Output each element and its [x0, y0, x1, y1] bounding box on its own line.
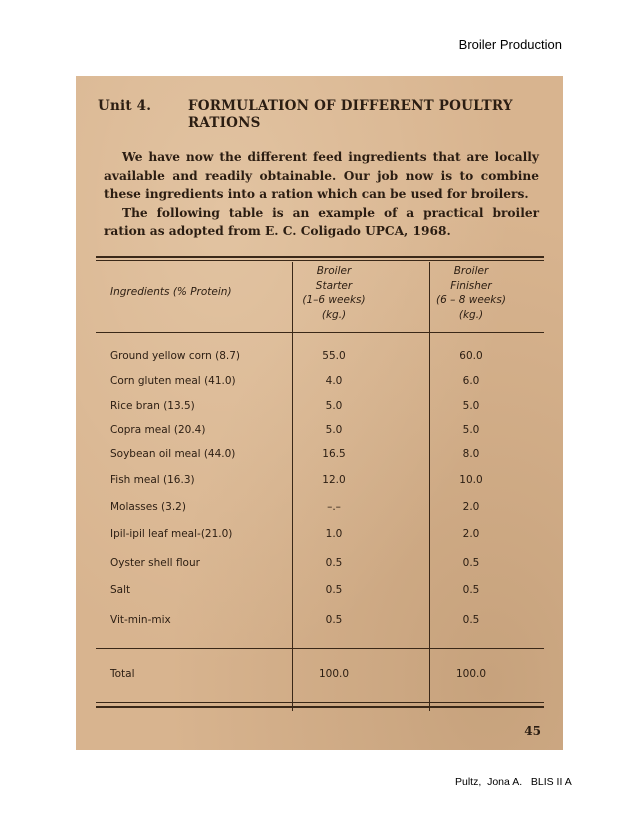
table-row: Vit-min-mix 0.5 0.5: [110, 614, 480, 626]
table-row: Corn gluten meal (41.0) 4.0 6.0: [110, 375, 480, 387]
table-row: Copra meal (20.4) 5.0 5.0: [110, 424, 480, 436]
intro-paragraph-2: The following table is an example of a practical broiler ration as adopted from E. C. Coligado UPCA, 1968.: [104, 205, 539, 238]
table-row: Soybean oil meal (44.0) 16.5 8.0: [110, 448, 480, 460]
table-row: Molasses (3.2) –.– 2.0: [110, 501, 480, 513]
page-number: 45: [524, 724, 541, 738]
header-ingredients: Ingredients (% Protein): [110, 286, 232, 298]
page-header-title: Broiler Production: [458, 37, 562, 52]
table-bottom-rule-inner: [96, 702, 544, 703]
scanned-document: [76, 76, 563, 750]
table-row: Ground yellow corn (8.7) 55.0 60.0: [110, 350, 483, 362]
table-row: Rice bran (13.5) 5.0 5.0: [110, 400, 480, 412]
table-top-rule-inner: [96, 260, 544, 261]
intro-text: [104, 148, 539, 241]
table-row: Salt 0.5 0.5: [110, 584, 480, 596]
header-bottom-rule: [96, 332, 544, 333]
header-starter: Broiler Starter (1–6 weeks) (kg.): [302, 265, 366, 321]
table-row: Ipil-ipil leaf meal-(21.0) 1.0 2.0: [110, 528, 480, 540]
table-top-rule: [96, 256, 544, 258]
total-top-rule: [96, 648, 544, 649]
table-row: Oyster shell flour 0.5 0.5: [110, 557, 480, 569]
ration-table: [96, 256, 544, 711]
header-finisher: Broiler Finisher (6 – 8 weeks) (kg.): [436, 265, 506, 321]
intro-paragraph-1: We have now the different feed ingredients that are locally available and readily obtainable. Our job now is to combine these ingredients into a ration which can be used for broilers.: [104, 150, 539, 201]
page-footer-author: Pultz, Jona A. BLIS II A: [455, 776, 572, 788]
unit-title: FORMULATION OF DIFFERENT POULTRY RATIONS: [188, 98, 513, 131]
unit-label: Unit 4.: [98, 98, 152, 114]
table-row: Fish meal (16.3) 12.0 10.0: [110, 474, 483, 486]
table-total-row: Total 100.0 100.0: [110, 668, 487, 680]
table-bottom-rule: [96, 706, 544, 708]
scanned-page-image: [76, 76, 563, 750]
